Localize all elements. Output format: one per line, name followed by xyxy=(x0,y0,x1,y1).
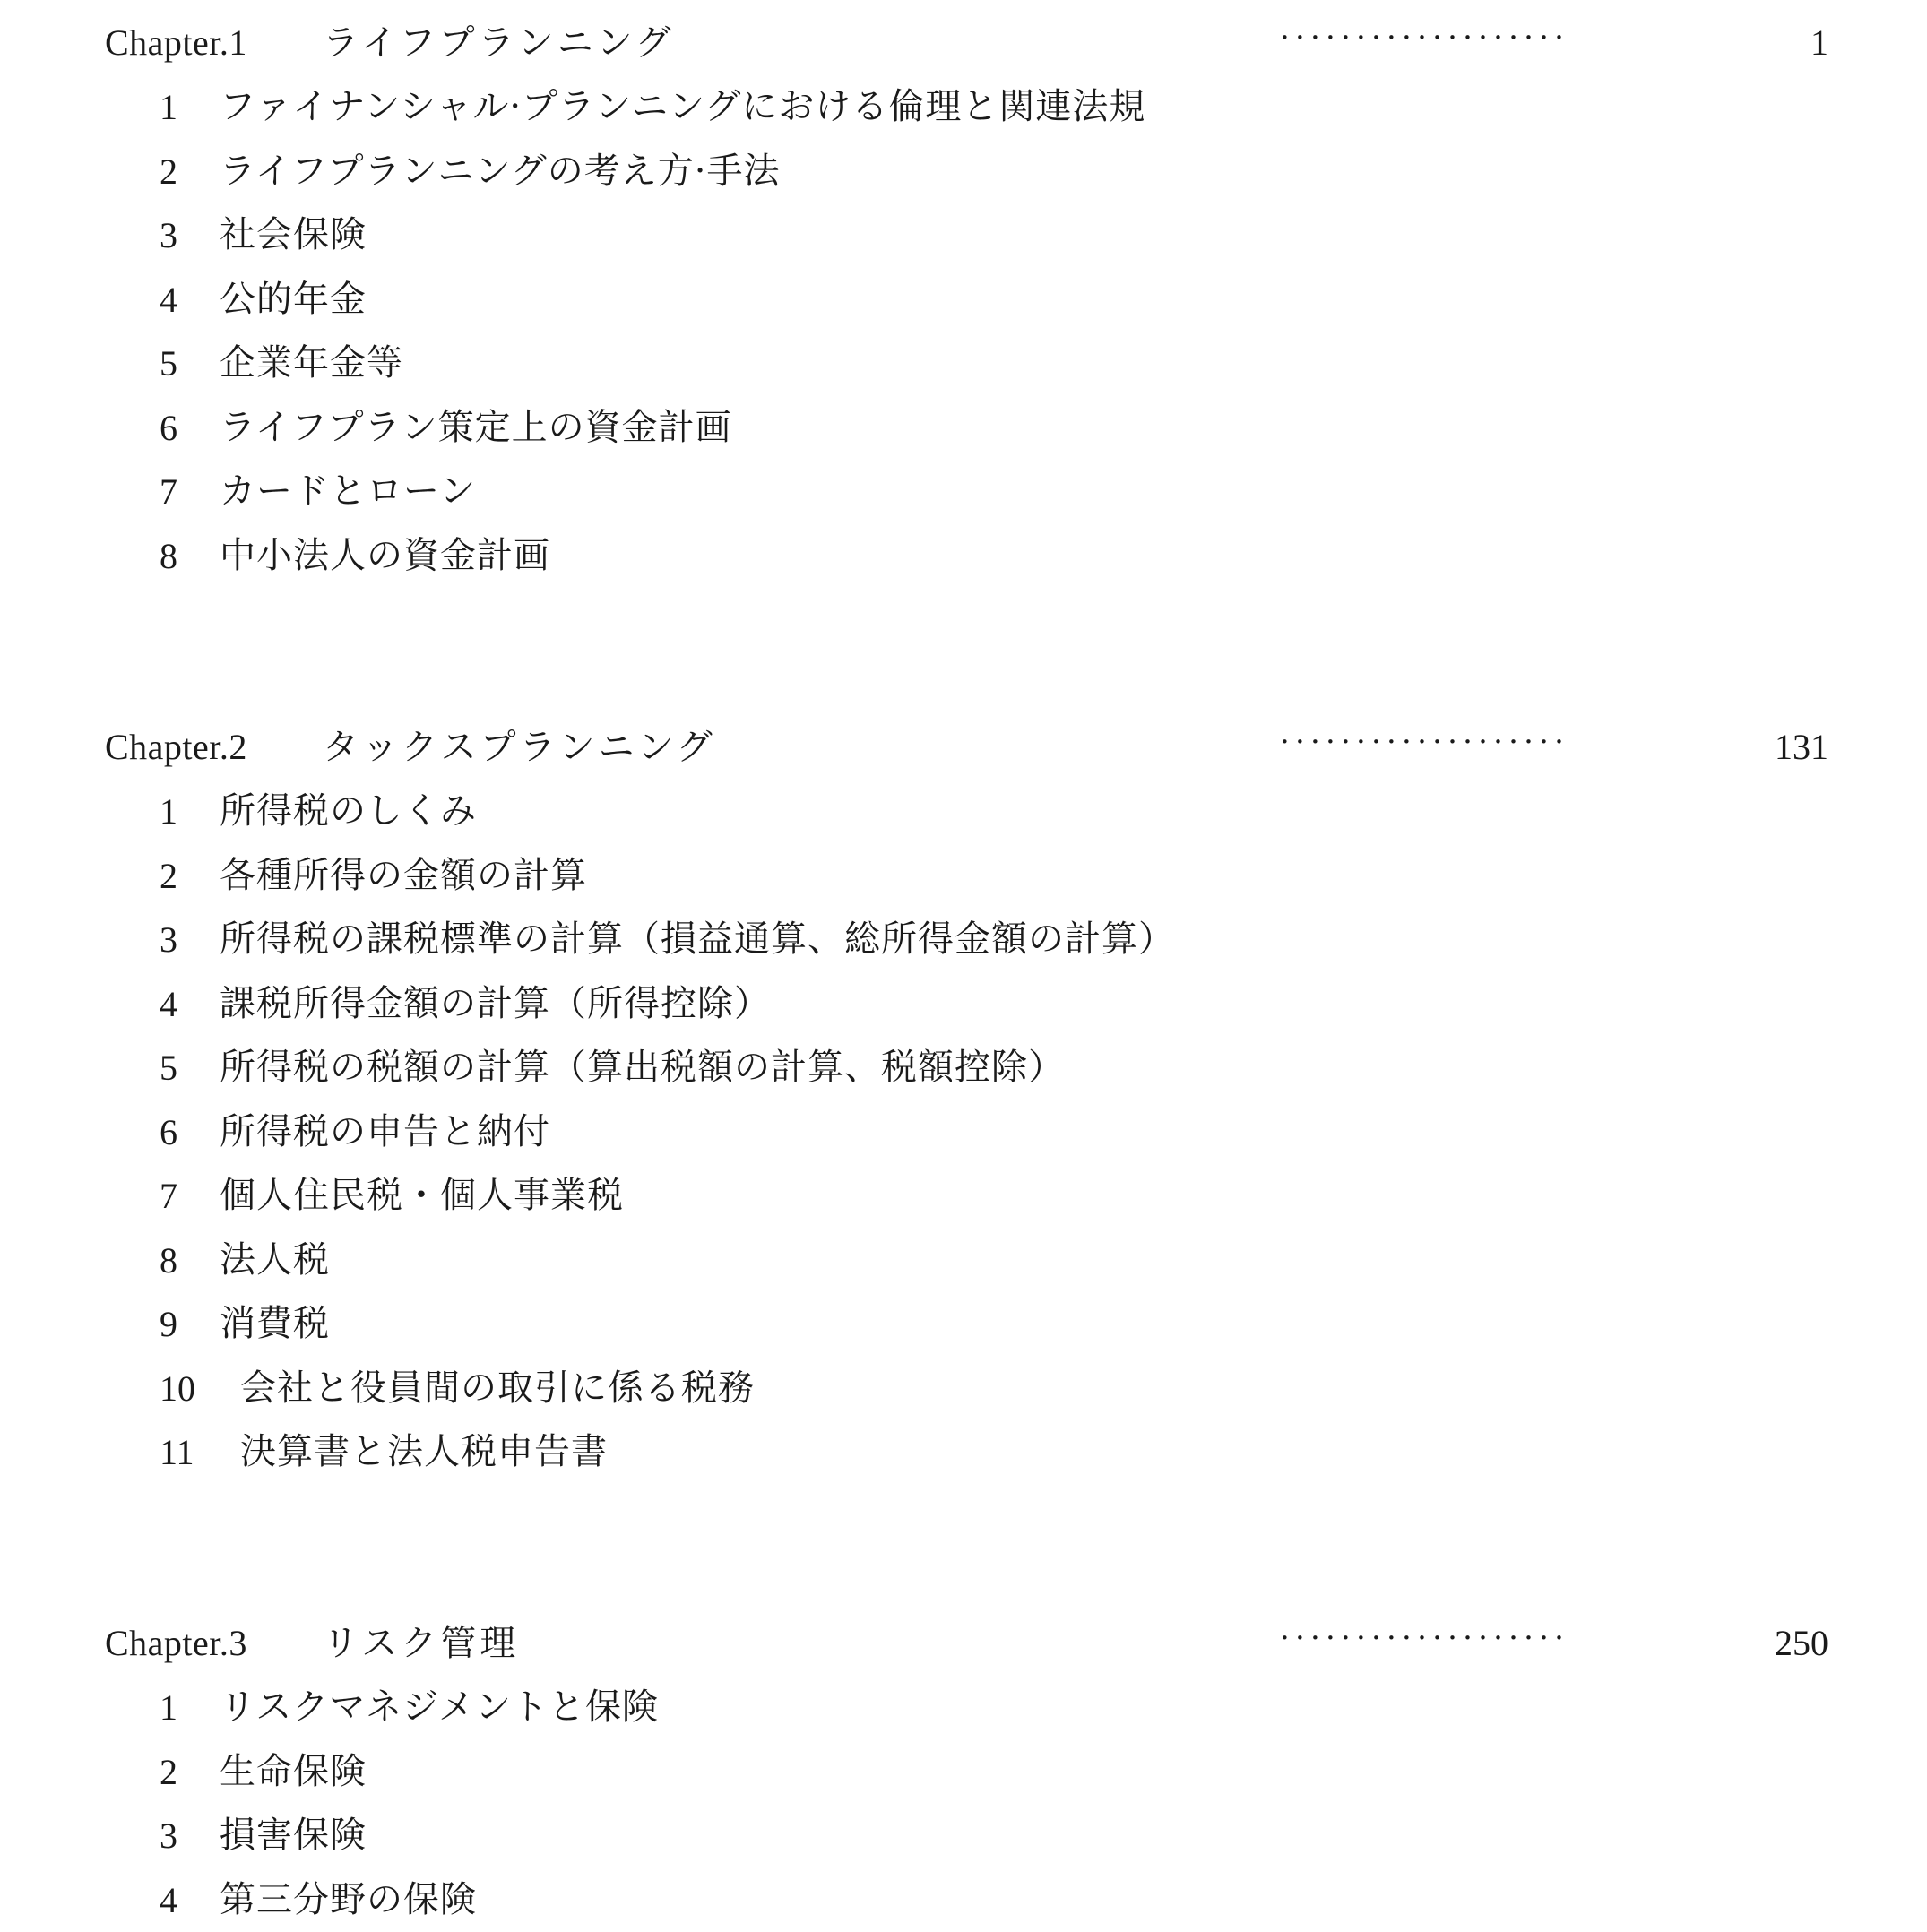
item-number: 4 xyxy=(160,1868,177,1932)
item-number: 9 xyxy=(160,1292,177,1357)
toc-item[interactable] xyxy=(0,524,1927,589)
item-label: 消費税 xyxy=(220,1292,330,1357)
toc-item[interactable] xyxy=(0,1100,1927,1165)
chapter-heading[interactable] xyxy=(0,715,1927,780)
item-label: 第三分野の保険 xyxy=(220,1868,477,1932)
item-label: 決算書と法人税申告書 xyxy=(240,1420,608,1485)
toc-item[interactable] xyxy=(0,1292,1927,1357)
item-number: 8 xyxy=(160,1229,177,1293)
item-label: 所得税の申告と納付 xyxy=(220,1100,550,1165)
chapter-number: Chapter.2 xyxy=(105,715,247,780)
chapter-number: Chapter.1 xyxy=(105,11,247,75)
item-label: 個人住民税・個人事業税 xyxy=(220,1164,624,1229)
item-label: 社会保険 xyxy=(220,203,367,268)
item-number: 3 xyxy=(160,203,177,268)
item-number: 2 xyxy=(160,1740,177,1805)
item-number: 5 xyxy=(160,332,177,396)
chapter-1 xyxy=(0,11,1927,588)
item-number: 7 xyxy=(160,1164,177,1229)
dot-leader: ··················· xyxy=(1280,5,1569,70)
item-label: 中小法人の資金計画 xyxy=(220,524,550,589)
item-label: 生命保険 xyxy=(220,1740,367,1805)
item-label: リスクマネジメントと保険 xyxy=(220,1676,659,1740)
chapter-page-number: 250 xyxy=(1775,1611,1828,1676)
dot-leader: ··················· xyxy=(1280,1606,1569,1670)
item-label: 法人税 xyxy=(220,1229,330,1293)
item-label: 企業年金等 xyxy=(220,332,403,396)
item-number: 4 xyxy=(160,268,177,332)
item-label: 会社と役員間の取引に係る税務 xyxy=(240,1357,755,1421)
item-number: 1 xyxy=(160,75,177,140)
item-number: 8 xyxy=(160,524,177,589)
item-number: 1 xyxy=(160,780,177,844)
toc-item[interactable] xyxy=(0,972,1927,1037)
item-number: 3 xyxy=(160,1804,177,1868)
chapter-title: タックスプランニング xyxy=(323,715,716,780)
item-label: ファイナンシャル·プランニングにおける倫理と関連法規 xyxy=(220,75,1145,140)
item-label: 損害保険 xyxy=(220,1804,367,1868)
chapter-page-number: 1 xyxy=(1810,11,1828,75)
toc-item[interactable] xyxy=(0,780,1927,844)
toc-item[interactable] xyxy=(0,1804,1927,1868)
item-number: 11 xyxy=(160,1420,194,1485)
chapter-heading[interactable] xyxy=(0,11,1927,75)
item-number: 7 xyxy=(160,460,177,524)
toc-item[interactable] xyxy=(0,1868,1927,1932)
item-label: 所得税の課税標準の計算（損益通算、総所得金額の計算） xyxy=(220,908,1175,972)
toc-item[interactable] xyxy=(0,332,1927,396)
toc-item[interactable] xyxy=(0,396,1927,461)
item-label: ライフプラン策定上の資金計画 xyxy=(220,396,732,461)
toc-item[interactable] xyxy=(0,460,1927,524)
chapter-heading[interactable] xyxy=(0,1611,1927,1676)
item-number: 2 xyxy=(160,844,177,909)
toc-item[interactable] xyxy=(0,1357,1927,1421)
item-label: 所得税の税額の計算（算出税額の計算、税額控除） xyxy=(220,1036,1065,1100)
toc-item[interactable] xyxy=(0,203,1927,268)
toc-item[interactable] xyxy=(0,908,1927,972)
chapter-3 xyxy=(0,1611,1927,1932)
dot-leader: ··················· xyxy=(1280,710,1569,774)
item-number: 6 xyxy=(160,1100,177,1165)
item-number: 3 xyxy=(160,908,177,972)
item-label: 課税所得金額の計算（所得控除） xyxy=(220,972,771,1037)
toc-item[interactable] xyxy=(0,1036,1927,1100)
toc-item[interactable] xyxy=(0,1164,1927,1229)
item-label: カードとローン xyxy=(220,460,476,524)
item-label: 所得税のしくみ xyxy=(220,780,477,844)
toc-item[interactable] xyxy=(0,268,1927,332)
toc-item[interactable] xyxy=(0,140,1927,204)
toc-item[interactable] xyxy=(0,1229,1927,1293)
item-number: 10 xyxy=(160,1357,195,1421)
item-label: 公的年金 xyxy=(220,268,367,332)
toc-item[interactable] xyxy=(0,844,1927,909)
toc-item[interactable] xyxy=(0,1740,1927,1805)
item-number: 4 xyxy=(160,972,177,1037)
item-number: 5 xyxy=(160,1036,177,1100)
chapter-2 xyxy=(0,715,1927,1485)
toc-item[interactable] xyxy=(0,75,1927,140)
chapter-title: ライフプランニング xyxy=(323,11,675,75)
chapter-page-number: 131 xyxy=(1775,715,1828,780)
item-number: 6 xyxy=(160,396,177,461)
item-label: 各種所得の金額の計算 xyxy=(220,844,587,909)
item-number: 2 xyxy=(160,140,177,204)
item-label: ライフプランニングの考え方·手法 xyxy=(220,140,781,204)
item-number: 1 xyxy=(160,1676,177,1740)
toc-item[interactable] xyxy=(0,1420,1927,1485)
chapter-title: リスク管理 xyxy=(323,1611,519,1676)
chapter-number: Chapter.3 xyxy=(105,1611,247,1676)
toc-item[interactable] xyxy=(0,1676,1927,1740)
